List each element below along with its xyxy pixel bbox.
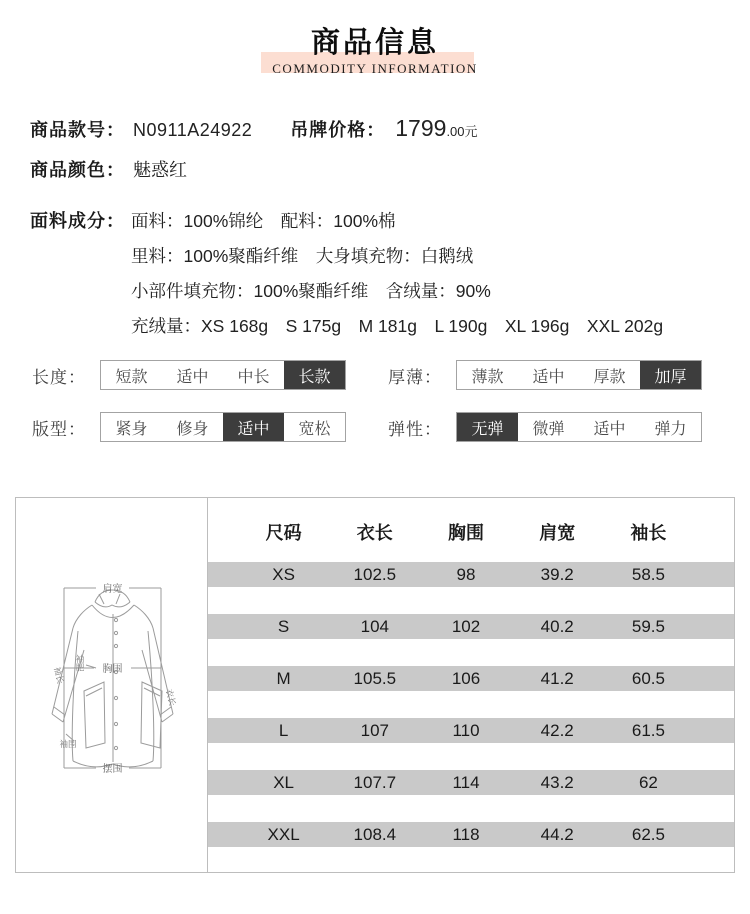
cell-length: 104: [360, 616, 389, 636]
length-option-short[interactable]: 短款: [115, 368, 148, 386]
cell-size: M: [276, 668, 291, 688]
cell-sleeve: 59.5: [631, 616, 665, 636]
color-value: 魅惑红: [133, 160, 187, 180]
thickness-attribute-row: [388, 360, 702, 390]
elasticity-option-none-selected[interactable]: 无弹: [457, 413, 518, 441]
fit-option-slim[interactable]: 修身: [176, 420, 209, 438]
thickness-option-thick[interactable]: 厚款: [593, 368, 626, 386]
tag-price-label: 吊牌价格：: [290, 120, 386, 140]
color-line: [30, 156, 187, 182]
thickness-options: [456, 360, 702, 390]
fabric-composition-section: [30, 204, 663, 344]
cell-chest: 98: [456, 564, 476, 584]
fabric-line: 面料：100%锦纶 配料：100%棉: [131, 211, 396, 231]
col-sleeve: 袖长: [630, 523, 667, 543]
size-table: [208, 498, 734, 872]
diagram-length-label: 衣长: [164, 687, 178, 707]
cell-size: S: [277, 616, 290, 636]
page-header: [0, 26, 750, 77]
cell-shoulder: 39.2: [540, 564, 574, 584]
cell-length: 102.5: [353, 564, 397, 584]
cell-chest: 118: [452, 824, 480, 844]
length-option-mid[interactable]: 中长: [237, 368, 270, 386]
diagram-sleeve-length-label: 袖长: [52, 665, 66, 685]
cell-size: XXL: [267, 824, 300, 844]
fabric-label: 面料成分：: [30, 211, 125, 231]
cell-size: XL: [273, 772, 294, 792]
fabric-line: 小部件填充物：100%聚酯纤维 含绒量：90%: [131, 281, 491, 301]
diagram-chest-label: 胸围: [102, 664, 123, 675]
elasticity-attribute-row: [388, 412, 702, 442]
cell-shoulder: 44.2: [540, 824, 574, 844]
cell-sleeve: 60.5: [631, 668, 665, 688]
style-number-label: 商品款号：: [30, 120, 125, 140]
diagram-sleeve-width-label: 袖肥: [75, 654, 85, 672]
elasticity-label: 弹性：: [388, 419, 442, 439]
garment-sketch-panel: [16, 498, 208, 872]
diagram-shoulder-label: 肩宽: [102, 584, 123, 595]
cell-shoulder: 42.2: [540, 720, 574, 740]
cell-shoulder: 40.2: [540, 616, 574, 636]
diagram-hem-label: 摆围: [102, 764, 123, 775]
style-number-line: [30, 115, 478, 142]
fit-option-regular-selected[interactable]: 适中: [223, 413, 284, 441]
table-row-xxl: [208, 822, 734, 847]
page-subtitle: COMMODITY INFORMATION: [272, 61, 478, 76]
cell-length: 107.7: [353, 772, 397, 792]
cell-length: 108.4: [353, 824, 397, 844]
elasticity-option-stretch[interactable]: 弹力: [654, 420, 687, 438]
thickness-option-extra-selected[interactable]: 加厚: [640, 361, 701, 389]
length-label: 长度：: [32, 367, 86, 387]
length-option-regular[interactable]: 适中: [176, 368, 209, 386]
cell-chest: 114: [452, 772, 480, 792]
thickness-label: 厚薄：: [388, 367, 442, 387]
cell-size: L: [278, 720, 289, 740]
fit-label: 版型：: [32, 419, 86, 439]
fit-option-tight[interactable]: 紧身: [115, 420, 148, 438]
elasticity-option-regular[interactable]: 适中: [593, 420, 626, 438]
thickness-option-thin[interactable]: 薄款: [471, 368, 504, 386]
cell-shoulder: 41.2: [540, 668, 574, 688]
cell-length: 107: [360, 720, 389, 740]
col-garment-length: 衣长: [356, 523, 393, 543]
table-row-xs: [208, 562, 734, 587]
style-number-value: N0911A24922: [133, 120, 253, 140]
col-chest: 胸围: [448, 523, 484, 543]
tag-price-integer: 1799: [395, 115, 447, 141]
length-attribute-row: [32, 360, 346, 390]
fit-attribute-row: [32, 412, 346, 442]
table-row-s: [208, 614, 734, 639]
cell-size: XS: [272, 564, 295, 584]
page-title: 商品信息: [310, 27, 439, 59]
coat-measurement-diagram: [16, 498, 207, 870]
col-size: 尺码: [265, 523, 302, 543]
length-options: [100, 360, 346, 390]
elasticity-options: [456, 412, 702, 442]
cell-sleeve: 61.5: [631, 720, 665, 740]
fit-option-loose[interactable]: 宽松: [298, 420, 331, 438]
cell-chest: 102: [451, 616, 481, 636]
fabric-line: 里料：100%聚酯纤维 大身填充物：白鹅绒: [131, 246, 474, 266]
length-option-long-selected[interactable]: 长款: [284, 361, 345, 389]
cell-sleeve: 62.5: [631, 824, 665, 844]
tag-price-decimal: .00元: [446, 124, 478, 139]
cell-sleeve: 62: [638, 772, 658, 792]
cell-length: 105.5: [353, 668, 397, 688]
thickness-option-regular[interactable]: 适中: [532, 368, 565, 386]
elasticity-option-slight[interactable]: 微弹: [532, 420, 565, 438]
col-shoulder: 肩宽: [539, 523, 576, 543]
cell-sleeve: 58.5: [631, 564, 665, 584]
diagram-cuff-label: 袖围: [59, 739, 77, 749]
cell-chest: 110: [452, 720, 480, 740]
size-chart-box: [15, 497, 735, 873]
fit-options: [100, 412, 346, 442]
cell-shoulder: 43.2: [540, 772, 574, 792]
fabric-line: 充绒量：XS 168g S 175g M 181g L 190g XL 196g XXL 202g: [131, 316, 664, 336]
table-row-l: [208, 718, 734, 743]
color-label: 商品颜色：: [30, 160, 125, 180]
size-table-header: [208, 512, 734, 552]
table-row-xl: [208, 770, 734, 795]
table-row-m: [208, 666, 734, 691]
cell-chest: 106: [451, 668, 481, 688]
